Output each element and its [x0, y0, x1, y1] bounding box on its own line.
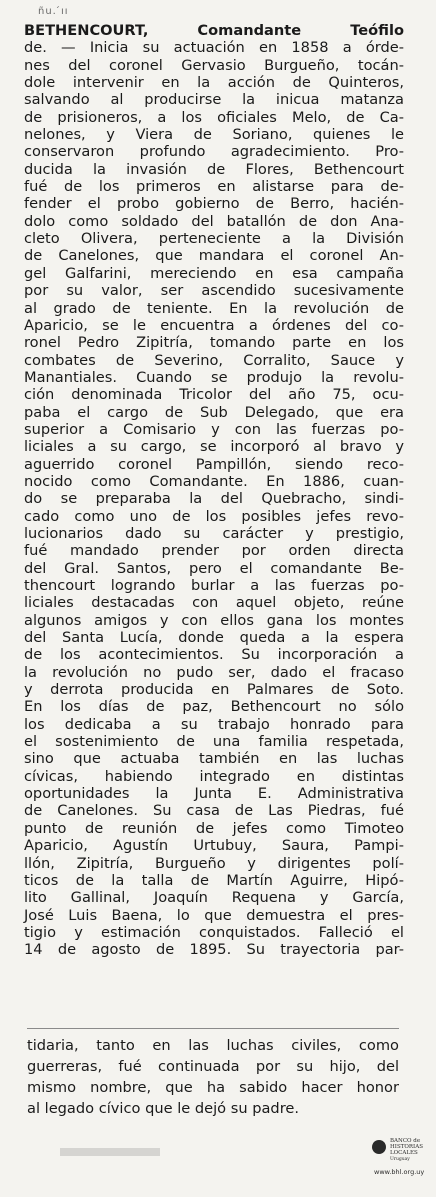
article-line: En los días de paz, Bethencourt no sólo [24, 698, 404, 716]
article-line: liciales a su cargo, se incorporó al bravo y [24, 438, 404, 456]
logo-text-3: LOCALES [390, 1150, 418, 1156]
article-line: al grado de teniente. En la revolución de [24, 299, 404, 317]
article-line: nocido como Comandante. En 1886, cuan- [24, 472, 404, 490]
article-line: gel Galfarini, mereciendo en esa campaña [24, 264, 404, 282]
bhl-logo [372, 1138, 432, 1188]
article-column [24, 22, 404, 959]
article-line: de los acontecimientos. Su incorporación a [24, 646, 404, 664]
article-line: paba el cargo de Sub Delegado, que era [24, 403, 404, 421]
article-line: Manantiales. Cuando se produjo la revolu- [24, 368, 404, 386]
logo-text-4: Uruguay [390, 1157, 410, 1162]
article-line: Aparicio, se le encuentra a órdenes del co- [24, 316, 404, 334]
article-line: ción denominada Tricolor del año 75, ocu- [24, 386, 404, 404]
article-line: dole intervenir en la acción de Quinteros, [24, 74, 404, 92]
article-line: fender el probo gobierno de Berro, hacién- [24, 195, 404, 213]
article-line: cleto Olivera, perteneciente a la División [24, 230, 404, 248]
article-line: ronel Pedro Zipitría, tomando parte en los [24, 334, 404, 352]
logo-text-1: BANCO de [390, 1138, 421, 1144]
article-line: combates de Severino, Corralito, Sauce y [24, 351, 404, 369]
article-line: aguerrido coronel Pampillón, siendo reco- [24, 455, 404, 473]
article-line: dolo como soldado del batallón de don Ana- [24, 212, 404, 230]
article-line: nelones, y Viera de Soriano, quienes le [24, 126, 404, 144]
article-heading-line [24, 22, 404, 39]
article-line: oportunidades la Junta E. Administrativa [24, 785, 404, 803]
article-line: algunos amigos y con ellos gana los montes [24, 611, 404, 629]
article-line: y derrota producida en Palmares de Soto. [24, 681, 404, 699]
article-line: Aparicio, Agustín Urtubuy, Saura, Pampi- [24, 837, 404, 855]
article-line: punto de reunión de jefes como Timoteo [24, 819, 404, 837]
article-line: el sostenimiento de una familia respetada, [24, 733, 404, 751]
article-line: José Luis Baena, lo que demuestra el pres- [24, 906, 404, 924]
torn-edge [60, 1148, 160, 1156]
article-line: de. — Inicia su actuación en 1858 a órde- [24, 39, 404, 57]
article-line: sino que actuaba también en las luchas [24, 750, 404, 768]
continuation-clipping [27, 1028, 399, 1119]
article-line: fué de los primeros en alistarse para de- [24, 178, 404, 196]
article-line: llón, Zipitría, Burgueño y dirigentes polí- [24, 854, 404, 872]
article-line: del Gral. Santos, pero el comandante Be- [24, 559, 404, 577]
article-line: cado como uno de los posibles jefes revo- [24, 507, 404, 525]
article-line: lito Gallinal, Joaquín Requena y García, [24, 889, 404, 907]
logo-url: www.bhl.org.uy [374, 1168, 425, 1176]
article-line: la revolución no pudo ser, dado el fracaso [24, 663, 404, 681]
seal-icon [372, 1140, 386, 1154]
article-line: salvando al producirse la inicua matanza [24, 91, 404, 109]
continuation-line: mismo nombre, que ha sabido hacer honor [27, 1079, 399, 1096]
article-line: ticos de la talla de Martín Aguirre, Hipó- [24, 871, 404, 889]
article-line: conservaron profundo agradecimiento. Pro- [24, 143, 404, 161]
article-line: por su valor, ser ascendido sucesivamente [24, 282, 404, 300]
article-line: tigio y estimación conquistados. Falleció el [24, 923, 404, 941]
continuation-line: al legado cívico que le dejó su padre. [27, 1100, 299, 1117]
article-line: de Canelones. Su casa de Las Piedras, fué [24, 802, 404, 820]
article-line: 14 de agosto de 1895. Su trayectoria par- [24, 941, 404, 959]
page-number: ñu. ́ıı [38, 6, 69, 17]
article-line: thencourt logrando burlar a las fuerzas po- [24, 577, 404, 594]
article-line: de prisioneros, a los oficiales Melo, de Ca- [24, 108, 404, 126]
article-line: do se preparaba la del Quebracho, sindi- [24, 490, 404, 508]
article-heading: BETHENCOURT, Comandante Teófilo [24, 22, 404, 39]
article-line: superior a Comisario y con las fuerzas po- [24, 420, 404, 438]
continuation-line: tidaria, tanto en las luchas civiles, como [27, 1037, 399, 1054]
article-line: del Santa Lucía, donde queda a la espera [24, 629, 404, 647]
article-line: nes del coronel Gervasio Burgueño, tocán- [24, 56, 404, 74]
article-line: liciales destacadas con aquel objeto, reúne [24, 594, 404, 612]
continuation-line: guerreras, fué continuada por su hijo, del [27, 1058, 399, 1075]
article-line: los dedicaba a su trabajo honrado para [24, 715, 404, 733]
article-line: fué mandado prender por orden directa [24, 542, 404, 560]
article-line: ducida la invasión de Flores, Bethencourt [24, 160, 404, 178]
article-line: cívicas, habiendo integrado en distintas [24, 767, 404, 785]
article-line: de Canelones, que mandara el coronel An- [24, 247, 404, 265]
logo-text-2: HISTORIAS [390, 1144, 423, 1150]
article-line: lucionarios dado su carácter y prestigio, [24, 524, 404, 542]
